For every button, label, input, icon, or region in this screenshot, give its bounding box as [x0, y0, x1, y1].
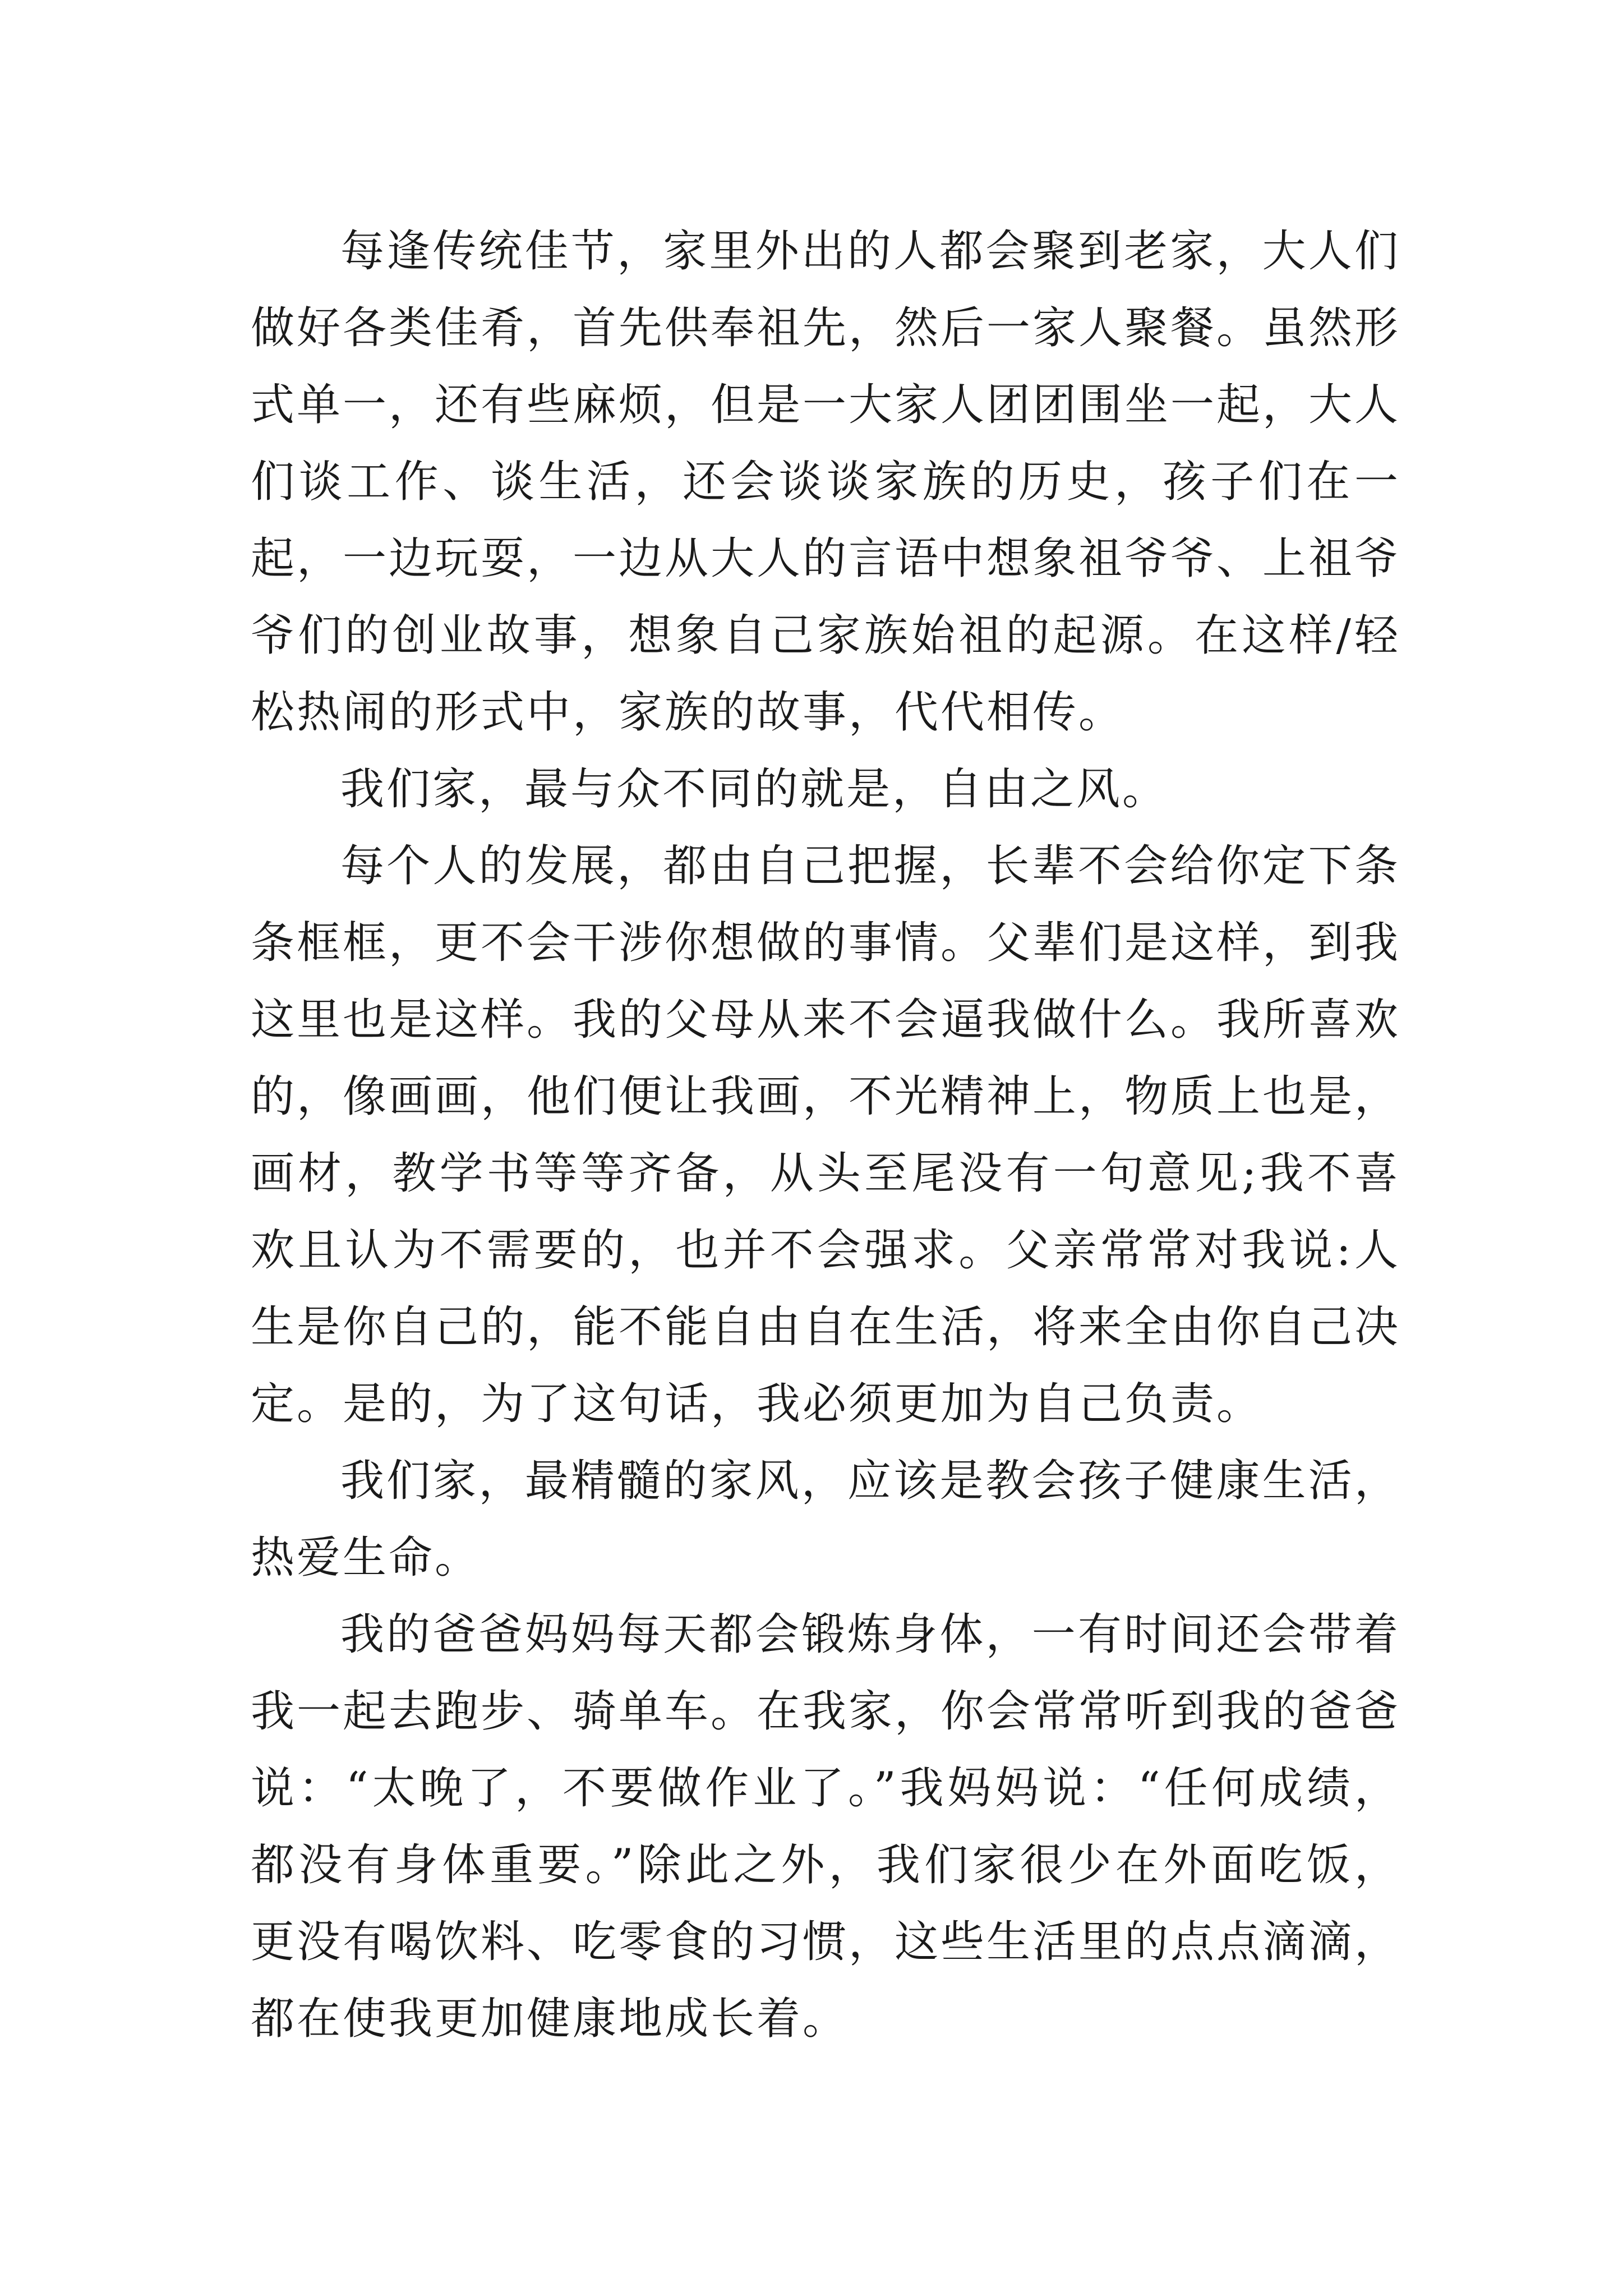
paragraph-health-detail: 我的爸爸妈妈每天都会锻炼身体，一有时间还会带着我一起去跑步、骑单车。在我家，你会常常听到我的爸爸说：“太晚了，不要做作业了。”我妈妈说：“任何成绩，都没有身体重要。”除此之外，我们家很少在外面吃饭，更没有喝饮料、吃零食的习惯，这些生活里的点点滴滴，都在使我更加健康地成长着。: [251, 1609, 1401, 2044]
paragraph-freedom-detail: 每个人的发展，都由自己把握，长辈不会给你定下条条框框，更不会干涉你想做的事情。父辈们是这样，到我这里也是这样。我的父母从来不会逼我做什么。我所喜欢的，像画画，他们便让我画，不光精神上，物质上也是，画材，教学书等等齐备，从头至尾没有一句意见;我不喜欢且认为不需要的，也并不会强求。父亲常常对我说:人生是你自己的，能不能自由自在生活，将来全由你自己决定。是的，为了这句话，我必须更加为自己负责。: [251, 841, 1401, 1429]
paragraph-festival: 每逢传统佳节，家里外出的人都会聚到老家，大人们做好各类佳肴，首先供奉祖先，然后一家人聚餐。虽然形式单一，还有些麻烦，但是一大家人团团围坐一起，大人们谈工作、谈生活，还会谈谈家族的历史，孩子们在一起，一边玩耍，一边从大人的言语中想象祖爷爷、上祖爷爷们的创业故事，想象自己家族始祖的起源。在这样/轻松热闹的形式中，家族的故事，代代相传。: [251, 226, 1401, 738]
paragraph-health-heading: 我们家，最精髓的家风，应该是教会孩子健康生活，热爱生命。: [251, 1456, 1400, 1583]
paragraph-freedom-heading: 我们家，最与众不同的就是，自由之风。: [340, 764, 1169, 815]
document-body: [251, 213, 1400, 2058]
